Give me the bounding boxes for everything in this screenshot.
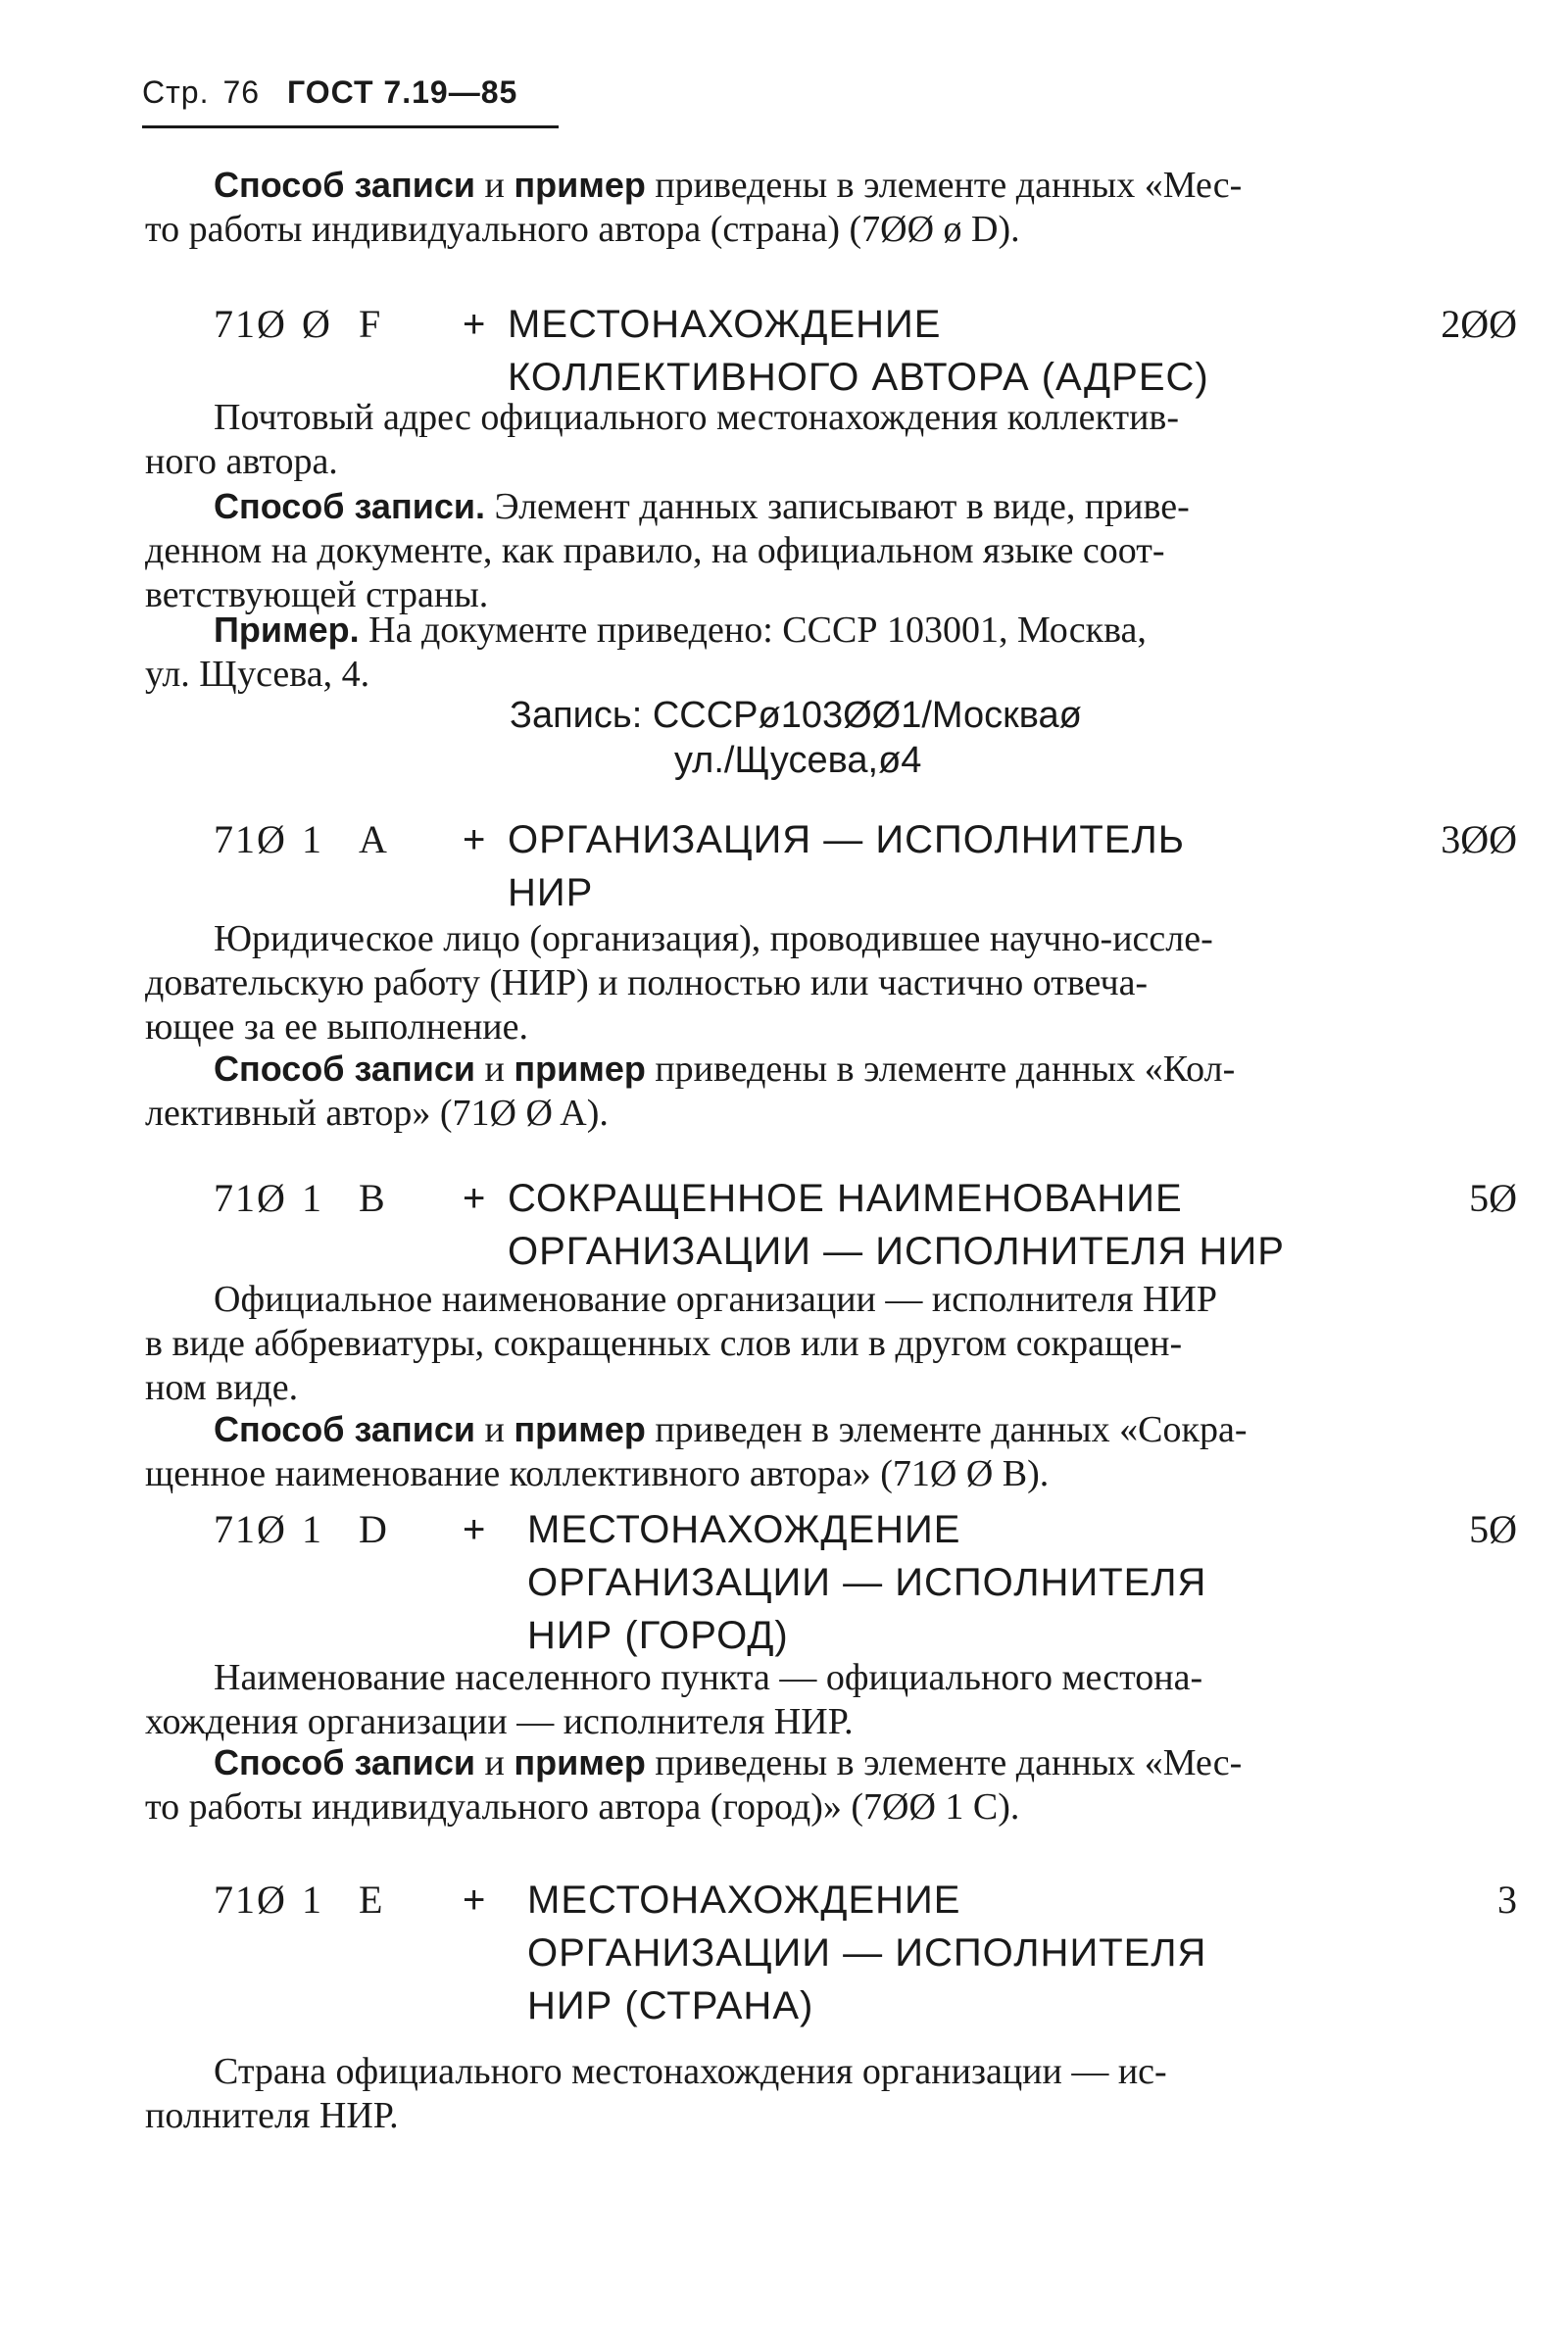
definition-line: довательскую работу (НИР) и полностью или частично отвеча- <box>145 962 1149 1003</box>
definition <box>145 2050 1488 2138</box>
title-line: НИР (СТРАНА) <box>527 1984 814 2027</box>
method-label: Способ записи <box>214 165 475 205</box>
definition-line: полнителя НИР. <box>145 2095 399 2136</box>
conjunction: и <box>474 165 514 206</box>
field-length: 5Ø <box>1469 1176 1517 1220</box>
title-line: ОРГАНИЗАЦИЯ — ИСПОЛНИТЕЛЬ <box>508 818 1185 861</box>
tag: 71Ø <box>214 302 287 346</box>
example-label: Пример. <box>214 610 360 650</box>
method-label: Способ записи. <box>214 486 485 526</box>
definition-line: Почтовый адрес официального местонахождения коллектив- <box>214 397 1180 438</box>
entry-710-1-B <box>214 1172 1517 1290</box>
entry-title <box>508 1172 1285 1278</box>
entry-710-1-D <box>214 1503 1517 1670</box>
tag: 71Ø <box>214 817 287 861</box>
definition-line: Официальное наименование организации — исполнителя НИР <box>214 1279 1217 1320</box>
indicator: 1 <box>302 817 323 861</box>
method-paragraph <box>145 484 1488 617</box>
indicator: 1 <box>302 1878 323 1922</box>
definition-line: Страна официального местонахождения организации — ис- <box>214 2051 1167 2092</box>
subfield: A <box>359 817 389 861</box>
conjunction: и <box>474 1049 514 1090</box>
subfield: F <box>359 302 383 346</box>
field-code <box>214 813 414 866</box>
method-label: Способ записи <box>214 1742 475 1782</box>
repeat-sign: + <box>463 1177 486 1220</box>
definition <box>145 1656 1488 1744</box>
page-label: Стр. <box>142 74 210 110</box>
title-line: НИР <box>508 871 594 914</box>
repeat-sign: + <box>463 1508 486 1551</box>
title-line: НИР (ГОРОД) <box>527 1614 789 1657</box>
definition-line: Наименование населенного пункта — официального местона- <box>214 1657 1203 1698</box>
method-line: то работы индивидуального автора (город)» (7ØØ 1 C). <box>145 1786 1020 1828</box>
method-line: приведены в элементе данных «Кол- <box>645 1049 1236 1090</box>
method-paragraph <box>145 1047 1488 1136</box>
conjunction: и <box>474 1409 514 1450</box>
definition-line: ном виде. <box>145 1367 299 1408</box>
title-line: ОРГАНИЗАЦИИ — ИСПОЛНИТЕЛЯ НИР <box>508 1230 1285 1273</box>
field-length: 3 <box>1497 1878 1517 1922</box>
example-paragraph <box>145 608 1488 697</box>
standard-number: ГОСТ 7.19—85 <box>287 74 518 110</box>
definition-line: в виде аббревиатуры, сокращенных слов или в другом сокращен- <box>145 1323 1183 1364</box>
entry-710-1-E <box>214 1874 1517 2040</box>
definition-line: Юридическое лицо (организация), проводившее научно-иссле- <box>214 918 1213 959</box>
example-label: пример <box>514 1409 646 1449</box>
example-label: пример <box>514 165 646 205</box>
record-label: Запись: <box>510 695 643 736</box>
method-label: Способ записи <box>214 1409 475 1449</box>
field-code <box>214 1172 414 1225</box>
intro-paragraph <box>145 163 1488 252</box>
tag: 71Ø <box>214 1507 287 1551</box>
title-line: МЕСТОНАХОЖДЕНИЕ <box>527 1508 961 1551</box>
method-line: денном на документе, как правило, на официальном языке соот- <box>145 530 1165 571</box>
definition <box>145 1278 1488 1410</box>
subfield: E <box>359 1878 385 1922</box>
method-line: щенное наименование коллективного автора» (71Ø Ø B). <box>145 1453 1050 1494</box>
example-line: На документе приведено: СССР 103001, Москва, <box>368 610 1147 651</box>
subfield: D <box>359 1507 389 1551</box>
field-length: 2ØØ <box>1441 302 1517 346</box>
record-example <box>510 694 1082 738</box>
definition <box>145 917 1488 1049</box>
entry-title <box>508 813 1185 919</box>
definition-line: ющее за ее выполнение. <box>145 1006 529 1048</box>
repeat-sign: + <box>463 818 486 861</box>
subfield: B <box>359 1176 387 1220</box>
record-line: СССРø103ØØ1/Москваø <box>652 695 1082 736</box>
method-line: приведен в элементе данных «Сокра- <box>645 1409 1248 1450</box>
method-line: приведены в элементе данных «Мес- <box>645 1742 1243 1783</box>
intro-line2: то работы индивидуального автора (страна) (7ØØ ø D). <box>145 209 1020 250</box>
repeat-sign: + <box>463 1878 486 1922</box>
field-length: 5Ø <box>1469 1507 1517 1551</box>
definition <box>145 396 1488 484</box>
page-header <box>142 74 517 111</box>
method-line: Элемент данных записывают в виде, приве- <box>494 486 1190 527</box>
example-label: пример <box>514 1049 646 1089</box>
page-number: 76 <box>222 74 261 110</box>
entry-title <box>508 298 1209 404</box>
field-code <box>214 1874 414 1927</box>
method-line: ветствующей страны. <box>145 574 489 615</box>
title-line: ОРГАНИЗАЦИИ — ИСПОЛНИТЕЛЯ <box>527 1561 1207 1604</box>
repeat-sign: + <box>463 303 486 346</box>
intro-text: приведены в элементе данных «Мес- <box>645 165 1243 206</box>
indicator: Ø <box>302 302 332 346</box>
definition-line: ного автора. <box>145 441 338 482</box>
record-example-line2: ул./Щусева,ø4 <box>674 740 922 781</box>
title-line: МЕСТОНАХОЖДЕНИЕ <box>527 1878 961 1922</box>
title-line: СОКРАЩЕННОЕ НАИМЕНОВАНИЕ <box>508 1177 1183 1220</box>
definition-line: хождения организации — исполнителя НИР. <box>145 1701 854 1742</box>
tag: 71Ø <box>214 1878 287 1922</box>
entry-title <box>527 1503 1206 1662</box>
indicator: 1 <box>302 1176 323 1220</box>
title-line: МЕСТОНАХОЖДЕНИЕ <box>508 303 942 346</box>
indicator: 1 <box>302 1507 323 1551</box>
tag: 71Ø <box>214 1176 287 1220</box>
method-paragraph <box>145 1740 1488 1830</box>
field-code <box>214 1503 414 1556</box>
field-length: 3ØØ <box>1441 817 1517 861</box>
example-label: пример <box>514 1742 646 1782</box>
header-rule <box>142 125 559 128</box>
method-label: Способ записи <box>214 1049 475 1089</box>
example-line: ул. Щусева, 4. <box>145 654 370 695</box>
field-code <box>214 298 414 351</box>
method-line: лективный автор» (71Ø Ø A). <box>145 1093 609 1134</box>
entry-title <box>527 1874 1206 2032</box>
method-paragraph <box>145 1407 1488 1496</box>
conjunction: и <box>474 1742 514 1783</box>
entry-710-1-A <box>214 813 1517 931</box>
title-line: ОРГАНИЗАЦИИ — ИСПОЛНИТЕЛЯ <box>527 1931 1207 1975</box>
title-line: КОЛЛЕКТИВНОГО АВТОРА (АДРЕС) <box>508 356 1209 399</box>
